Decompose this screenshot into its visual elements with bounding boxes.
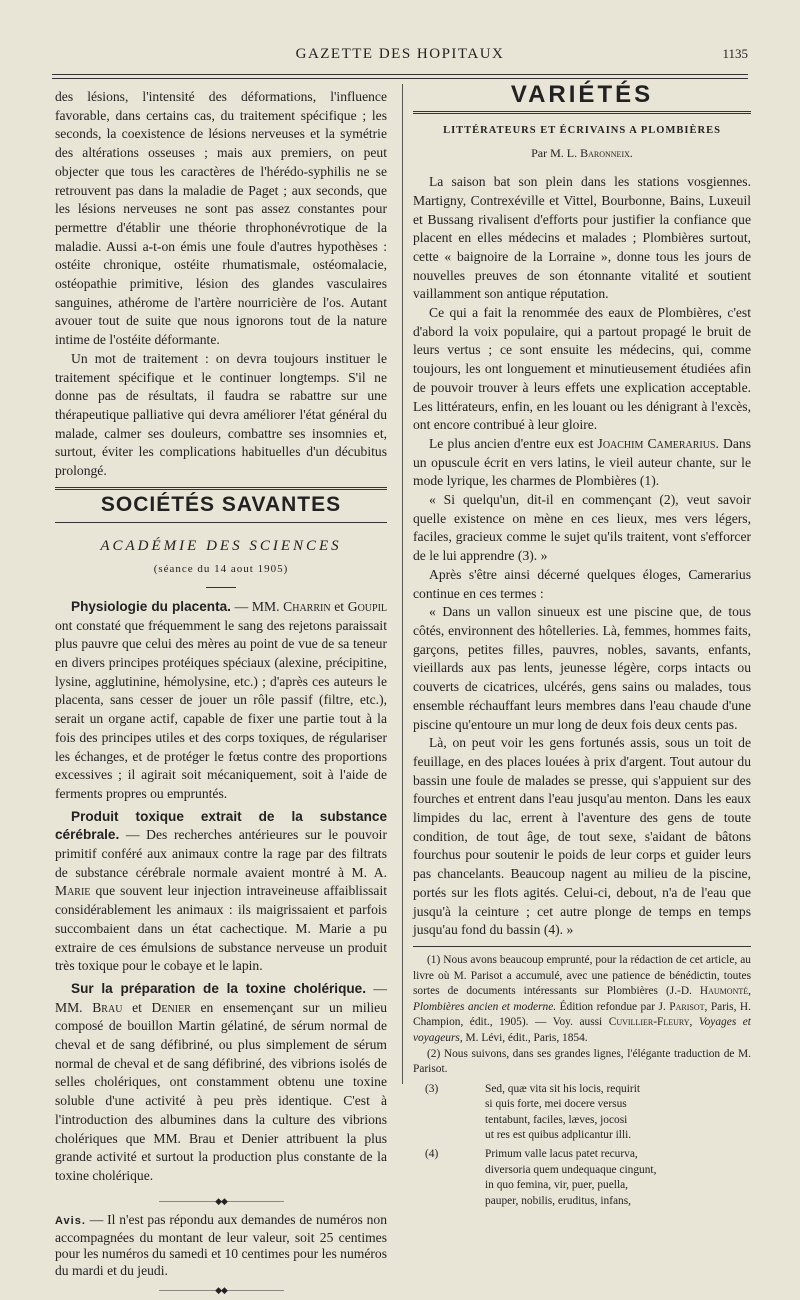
header-rule-second — [52, 78, 748, 79]
varietes-title: VARIÉTÉS — [510, 81, 654, 108]
seance-date: (séance du 14 aout 1905) — [153, 563, 289, 576]
footnotes — [413, 953, 751, 1209]
verse-line: ut res est quibus adplicantur illi. — [485, 1128, 632, 1141]
cholera-paragraph: Sur la préparation de la toxine cholérique. — MM. Brau et Denier en ensemençant sur un milieu composé de bouillon Martin gélatiné, de sérum normal de cheval et de sang défibriné, ou plus simplement de sérum normal de cheval et de sang défibriné, des vibrions isolés de selles cholériques, ont constamment obtenu une toxine soluble d'une activité à peu près identique. C'est à l'introduction des albumines dans la culture des vibrions cholériques que MM. Brau et Denier attribuent la plus grande activité et surtout la production plus constante de la toxine cholérique. — [55, 980, 388, 1183]
author-charrin: Charrin — [283, 598, 331, 614]
article-paragraph-4: « Si quelqu'un, dit-il en commençant (2), veut savoir quelle existence on mène en ces lieux, mes vers légers, faciles, gracieux comme le sujet qu'ils traitent, vont s'efforcer de le lui apprendre (3). » — [413, 492, 751, 564]
cholera-heading: Sur la préparation de la toxine cholérique. — [71, 980, 367, 996]
verse-line: tentabunt, faciles, læves, jocosi — [485, 1113, 628, 1126]
ornament-divider-bottom: ―――――――◆◆――――――― — [159, 1285, 283, 1296]
avis-paragraph: Avis. — Il n'est pas répondu aux demandes de numéros non accompagnées du montant de leur valeur, soit 25 centimes pour les numéros du samedi et 10 centimes pour les numéros du mardi et du jeudi. — [55, 1212, 388, 1278]
footnotes-rule — [413, 946, 751, 947]
verse-line: Sed, quæ vita sit his locis, requirit — [485, 1082, 641, 1095]
verse-line: diversoria quem undequaque cingunt, — [485, 1163, 657, 1176]
author-denier: Denier — [151, 999, 191, 1015]
verse-line: Primum valle lacus patet recurva, — [485, 1148, 638, 1161]
societes-savantes-title: SOCIÉTÉS SAVANTES — [100, 492, 342, 516]
column-divider — [402, 84, 403, 1084]
article-paragraph-2: Ce qui a fait la renommée des eaux de Plombières, c'est d'abord la voix populaire, qui a partout propagé le bruit de leurs vertus ; ce sont ensuite les médecins, qui, comme toujours, les ont longuement et minutieusement étudiées afin de pouvoir trouver à leurs effets une explication acceptable. Les littérateurs, enfin, en les louant ou les dénigrant à l'excès, ont encore contribué à leur gloire. — [413, 305, 751, 433]
author-baronneix: Baronneix. — [580, 146, 633, 161]
section-rule-bottom — [55, 522, 387, 523]
intro-paragraph-2: Un mot de traitement : on devra toujours instituer le traitement spécifique et le continuer longtemps. S'il ne donne pas de résultats, il faudra se rabattre sur une thérapeutique palliative qui devra améliorer l'état général du malade, calmer ses douleurs, combattre ses insomnies et, surtout, éviter les complications habituelles d'un décubitus prolongé. — [55, 350, 387, 479]
article-paragraph-3: Le plus ancien d'entre eux est Joachim Camerarius. Dans un opuscule écrit en vers latins, le vieil auteur chante, sur le mode lyrique, les charmes de Plombières (1). — [413, 435, 751, 489]
article-paragraph-1: La saison bat son plein dans les stations vosgiennes. Martigny, Contrexéville et Vittel, Bourbonne, Bains, Luxeuil et Bussang rivalisent d'efforts pour justifier la confiance que placent en elles médecins et malades ; Plombières surtout, cette « baignoire de la Lorraine », donne tous les jours de nouvelles preuves de son étonnante vitalité et soutient vaillamment son antique réputation. — [413, 174, 751, 302]
section-rule — [55, 487, 387, 490]
article-paragraph-5: Après s'être ainsi décerné quelques éloges, Camerarius continue en ces termes : — [413, 566, 751, 601]
article-title: LITTÉRATEURS ET ÉCRIVAINS A PLOMBIÈRES — [443, 124, 721, 136]
verse-line: pauper, nobilis, eruditus, infans, — [485, 1194, 632, 1207]
varietes-rule — [413, 111, 751, 114]
author-brau: Brau — [92, 999, 123, 1015]
header-rule — [52, 74, 748, 75]
author-camerarius: Joachim Camerarius. — [597, 435, 719, 451]
physiologie-paragraph: Physiologie du placenta. — MM. Charrin et Goupil ont constaté que fréquemment le sang des rejetons paraissait plus pauvre que celui des mères au point de vue de sa teneur en divers principes protéiques spéciaux (alexine, précipitine, lysine, agglutinine, hémolysine, etc.) ; d'après ces auteurs le placenta, sans cesser de jouer un rôle passif (filtre, etc.), serait un organe actif, capable de fixer une partie tout à la fois des principes utiles et des corps toxiques, de régulariser les échanges, et de protéger le fœtus contre des proportions excessives ; il agirait soit mécaniquement, soit à l'aide de ferments propres ou empruntés. — [55, 598, 388, 801]
academie-heading: ACADÉMIE DES SCIENCES — [100, 538, 342, 555]
ornament-divider: ―――――――◆◆――――――― — [159, 1195, 283, 1206]
footnote-4: (4) Primum valle lacus patet recurva, diversoria quem undequaque cingunt, in quo femina, vir, puer, puella, pauper, nobilis, eruditus, infans, — [413, 1147, 751, 1209]
author-goupil: Goupil — [347, 598, 388, 614]
footnote-3: (3) Sed, quæ vita sit his locis, requirit si quis forte, mei docere versus tentabunt, faciles, læves, jocosi ut res est quibus adplicantur illi. — [413, 1082, 751, 1144]
verse-line: in quo femina, vir, puer, puella, — [485, 1179, 629, 1192]
avis-label: Avis. — [55, 1215, 86, 1228]
toxique-paragraph: Produit toxique extrait de la substance cérébrale. — Des recherches antérieures sur le pouvoir primitif conféré aux animaux contre la rage par des filtrats de substance cérébrale normale avaient montré à M. A. Marie que souvent leur injection intraveineuse affaiblissait considérablement les animaux : ils maigrissaient et parfois succombaient dans un état cachectique. M. Marie a pu extraire de ces émulsions de substance nerveuse un produit très toxique pour le cobaye et le lapin. — [55, 808, 387, 974]
physiologie-heading: Physiologie du placenta. — [71, 598, 231, 614]
footnote-1: (1) Nous avons beaucoup emprunté, pour la rédaction de cet article, au livre où M. Parisot a accumulé, avec une patience de bénédictin, toutes sortes de documents intéressants sur Plombières (J.-D. Haumonté, Plombières ancien et moderne. Édition refondue par J. Parisot, Paris, H. Champion, édit., 1905). — Voy. aussi Cuvillier-Fleury, Voyages et voyageurs, M. Lévi, édit., Paris, 1854. — [413, 953, 751, 1044]
right-column — [413, 81, 751, 1209]
article-paragraph-6: « Dans un vallon sinueux est une piscine que, de tous côtés, environnent des hôtelleries. Là, femmes, hommes faits, garçons, petites filles, pauvres, nobles, savants, enfants, vieillards aux pas lents, jeunesse légère, corps intacts ou couverts de cicatrices, ulcérés, gens sains ou malades, tous ensemble réchauffant leurs membres dans l'eau chaude d'une piscine qu'entoure un mur long de deux fois deux cents pas. — [413, 604, 751, 732]
page-header-title: GAZETTE DES HOPITAUX — [295, 46, 505, 62]
short-divider — [206, 587, 236, 588]
intro-paragraph-1: des lésions, l'intensité des déformations, l'influence favorable, dans certains cas, du traitement spécifique ; les seconds, la coexistence de lésions nerveuses et la symétrie des altérations osseuses ; mais aux premiers, on peut objecter que tous les caractères de l'hérédo-syphilis ne se retrouvent pas dans la maladie de Paget ; aux seconds, que les lésions nerveuses ne sont pas assez constantes pour permettre d'établir une théorie throphonévrotique de la maladie. Aussi a-t-on émis une foule d'autres hypothèses : ostéite chronique, ostéite rhumatismale, ostéomalacie, ostéopathie primitive, lésion des glandes vasculaires sanguines, athérome de l'artère nourricière de l'os. Autant avouer tout de suite que nous ignorons tout de la nature intime de l'ostéite déformante. — [55, 89, 387, 348]
page-number: 1135 — [722, 46, 748, 61]
toxique-heading: Produit toxique extrait de la substance cérébrale. — [55, 808, 387, 843]
author-marie: Marie — [55, 883, 91, 899]
left-column — [55, 88, 387, 1300]
article-paragraph-7: Là, on peut voir les gens fortunés assis, sous un toit de feuillage, en des places louées à prix d'argent. Tout autour du bassin une foule de malades se presse, qui s'appuient sur des fourches et entrent dans l'eau jusqu'au menton. Dans les eaux limpides du lac, errent à l'aventure des gens de toute condition, de tout âge, de tout sexe, s'aidant de bâtons fourchus pour soutenir le poids de leur corps et guider leurs pas chancelants. Beaucoup nagent au milieu de la piscine, portés sur les flots agités. Celui-ci, debout, n'a de l'eau que jusqu'à la ceinture ; cet autre plonge de temps en temps jusqu'au fond du bassin (4). » — [413, 735, 751, 938]
footnote-2: (2) Nous suivons, dans ses grandes lignes, l'élégante traduction de M. Parisot. — [413, 1047, 751, 1076]
article-byline: Par M. L. Baronneix. — [531, 146, 633, 161]
verse-line: si quis forte, mei docere versus — [485, 1098, 627, 1111]
